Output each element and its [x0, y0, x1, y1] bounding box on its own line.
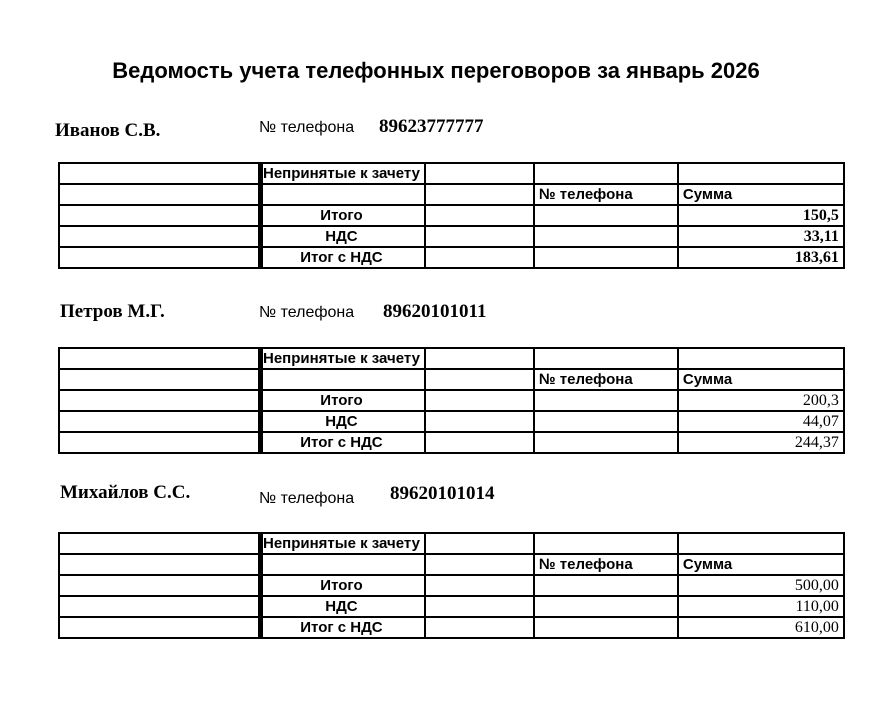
table-cell[interactable] — [59, 205, 261, 226]
table-row — [59, 390, 844, 411]
table-row — [59, 348, 844, 369]
table-row — [59, 575, 844, 596]
table-cell[interactable] — [261, 369, 425, 390]
total-label: Итого — [261, 390, 425, 411]
total-label: Итого — [261, 205, 425, 226]
phone-label: № телефона — [259, 304, 355, 321]
table-cell[interactable] — [261, 554, 425, 575]
phone-column-header: № телефона — [534, 554, 678, 575]
table-cell[interactable] — [59, 554, 261, 575]
table-row — [59, 596, 844, 617]
calls-table — [58, 347, 845, 454]
page-title: Ведомость учета телефонных переговоров за январь 2026 — [112, 58, 760, 83]
table-cell[interactable] — [425, 432, 534, 453]
total-with-vat-value: 244,37 — [678, 432, 844, 453]
table-cell[interactable] — [59, 184, 261, 205]
table-row — [59, 617, 844, 638]
total-label: Итого — [261, 575, 425, 596]
table-row — [59, 184, 844, 205]
table-cell[interactable] — [534, 575, 678, 596]
table-cell[interactable] — [534, 226, 678, 247]
phone-column-header: № телефона — [534, 369, 678, 390]
phone-label: № телефона — [259, 490, 355, 507]
table-cell[interactable] — [425, 575, 534, 596]
total-with-vat-label: Итог с НДС — [261, 617, 425, 638]
table-cell[interactable] — [425, 247, 534, 268]
vat-value: 110,00 — [678, 596, 844, 617]
person-name: Иванов С.В. — [55, 120, 161, 141]
table-cell[interactable] — [425, 533, 534, 554]
table-cell[interactable] — [59, 411, 261, 432]
table-cell[interactable] — [534, 596, 678, 617]
table-row — [59, 247, 844, 268]
calls-table — [58, 162, 845, 269]
table-cell[interactable] — [59, 617, 261, 638]
table-cell[interactable] — [678, 533, 844, 554]
table-cell[interactable] — [425, 226, 534, 247]
table-cell[interactable] — [678, 348, 844, 369]
vat-label: НДС — [261, 411, 425, 432]
table-cell[interactable] — [59, 163, 261, 184]
table-cell[interactable] — [425, 554, 534, 575]
person-name: Михайлов С.С. — [60, 482, 191, 503]
total-with-vat-value: 183,61 — [678, 247, 844, 268]
table-row — [59, 226, 844, 247]
total-value: 200,3 — [678, 390, 844, 411]
table-row — [59, 205, 844, 226]
table-cell[interactable] — [425, 617, 534, 638]
table-row — [59, 533, 844, 554]
table-cell[interactable] — [425, 596, 534, 617]
table-row — [59, 432, 844, 453]
vat-label: НДС — [261, 596, 425, 617]
table-cell[interactable] — [59, 432, 261, 453]
table-cell[interactable] — [534, 432, 678, 453]
table-cell[interactable] — [534, 247, 678, 268]
table-cell[interactable] — [59, 575, 261, 596]
phone-number: 89620101011 — [383, 301, 487, 322]
sum-column-header: Сумма — [678, 184, 844, 205]
total-with-vat-label: Итог с НДС — [261, 247, 425, 268]
table-cell[interactable] — [59, 390, 261, 411]
vat-value: 44,07 — [678, 411, 844, 432]
table-cell[interactable] — [534, 348, 678, 369]
table-cell[interactable] — [425, 411, 534, 432]
phone-number: 89623777777 — [379, 116, 484, 137]
table-row — [59, 554, 844, 575]
table-cell[interactable] — [59, 369, 261, 390]
sum-column-header: Сумма — [678, 554, 844, 575]
table-cell[interactable] — [534, 163, 678, 184]
table-cell[interactable] — [534, 617, 678, 638]
table-cell[interactable] — [59, 348, 261, 369]
total-with-vat-label: Итог с НДС — [261, 432, 425, 453]
phone-column-header: № телефона — [534, 184, 678, 205]
table-cell[interactable] — [59, 226, 261, 247]
vat-label: НДС — [261, 226, 425, 247]
table-cell[interactable] — [534, 411, 678, 432]
person-name: Петров М.Г. — [60, 301, 165, 322]
calls-table — [58, 532, 845, 639]
table-cell[interactable] — [425, 348, 534, 369]
table-cell[interactable] — [425, 205, 534, 226]
table-cell[interactable] — [59, 533, 261, 554]
table-cell[interactable] — [425, 163, 534, 184]
table-cell[interactable] — [534, 533, 678, 554]
table-cell[interactable] — [261, 184, 425, 205]
table-cell[interactable] — [425, 390, 534, 411]
table-cell[interactable] — [678, 163, 844, 184]
not-accepted-label: Непринятые к зачету — [261, 533, 425, 554]
table-cell[interactable] — [425, 369, 534, 390]
phone-number: 89620101014 — [390, 483, 495, 504]
table-row — [59, 411, 844, 432]
vat-value: 33,11 — [678, 226, 844, 247]
total-with-vat-value: 610,00 — [678, 617, 844, 638]
table-cell[interactable] — [534, 390, 678, 411]
not-accepted-label: Непринятые к зачету — [261, 348, 425, 369]
total-value: 150,5 — [678, 205, 844, 226]
total-value: 500,00 — [678, 575, 844, 596]
table-row — [59, 163, 844, 184]
sum-column-header: Сумма — [678, 369, 844, 390]
table-row — [59, 369, 844, 390]
table-cell[interactable] — [425, 184, 534, 205]
table-cell[interactable] — [59, 596, 261, 617]
table-cell[interactable] — [59, 247, 261, 268]
not-accepted-label: Непринятые к зачету — [261, 163, 425, 184]
phone-label: № телефона — [259, 119, 355, 136]
table-cell[interactable] — [534, 205, 678, 226]
